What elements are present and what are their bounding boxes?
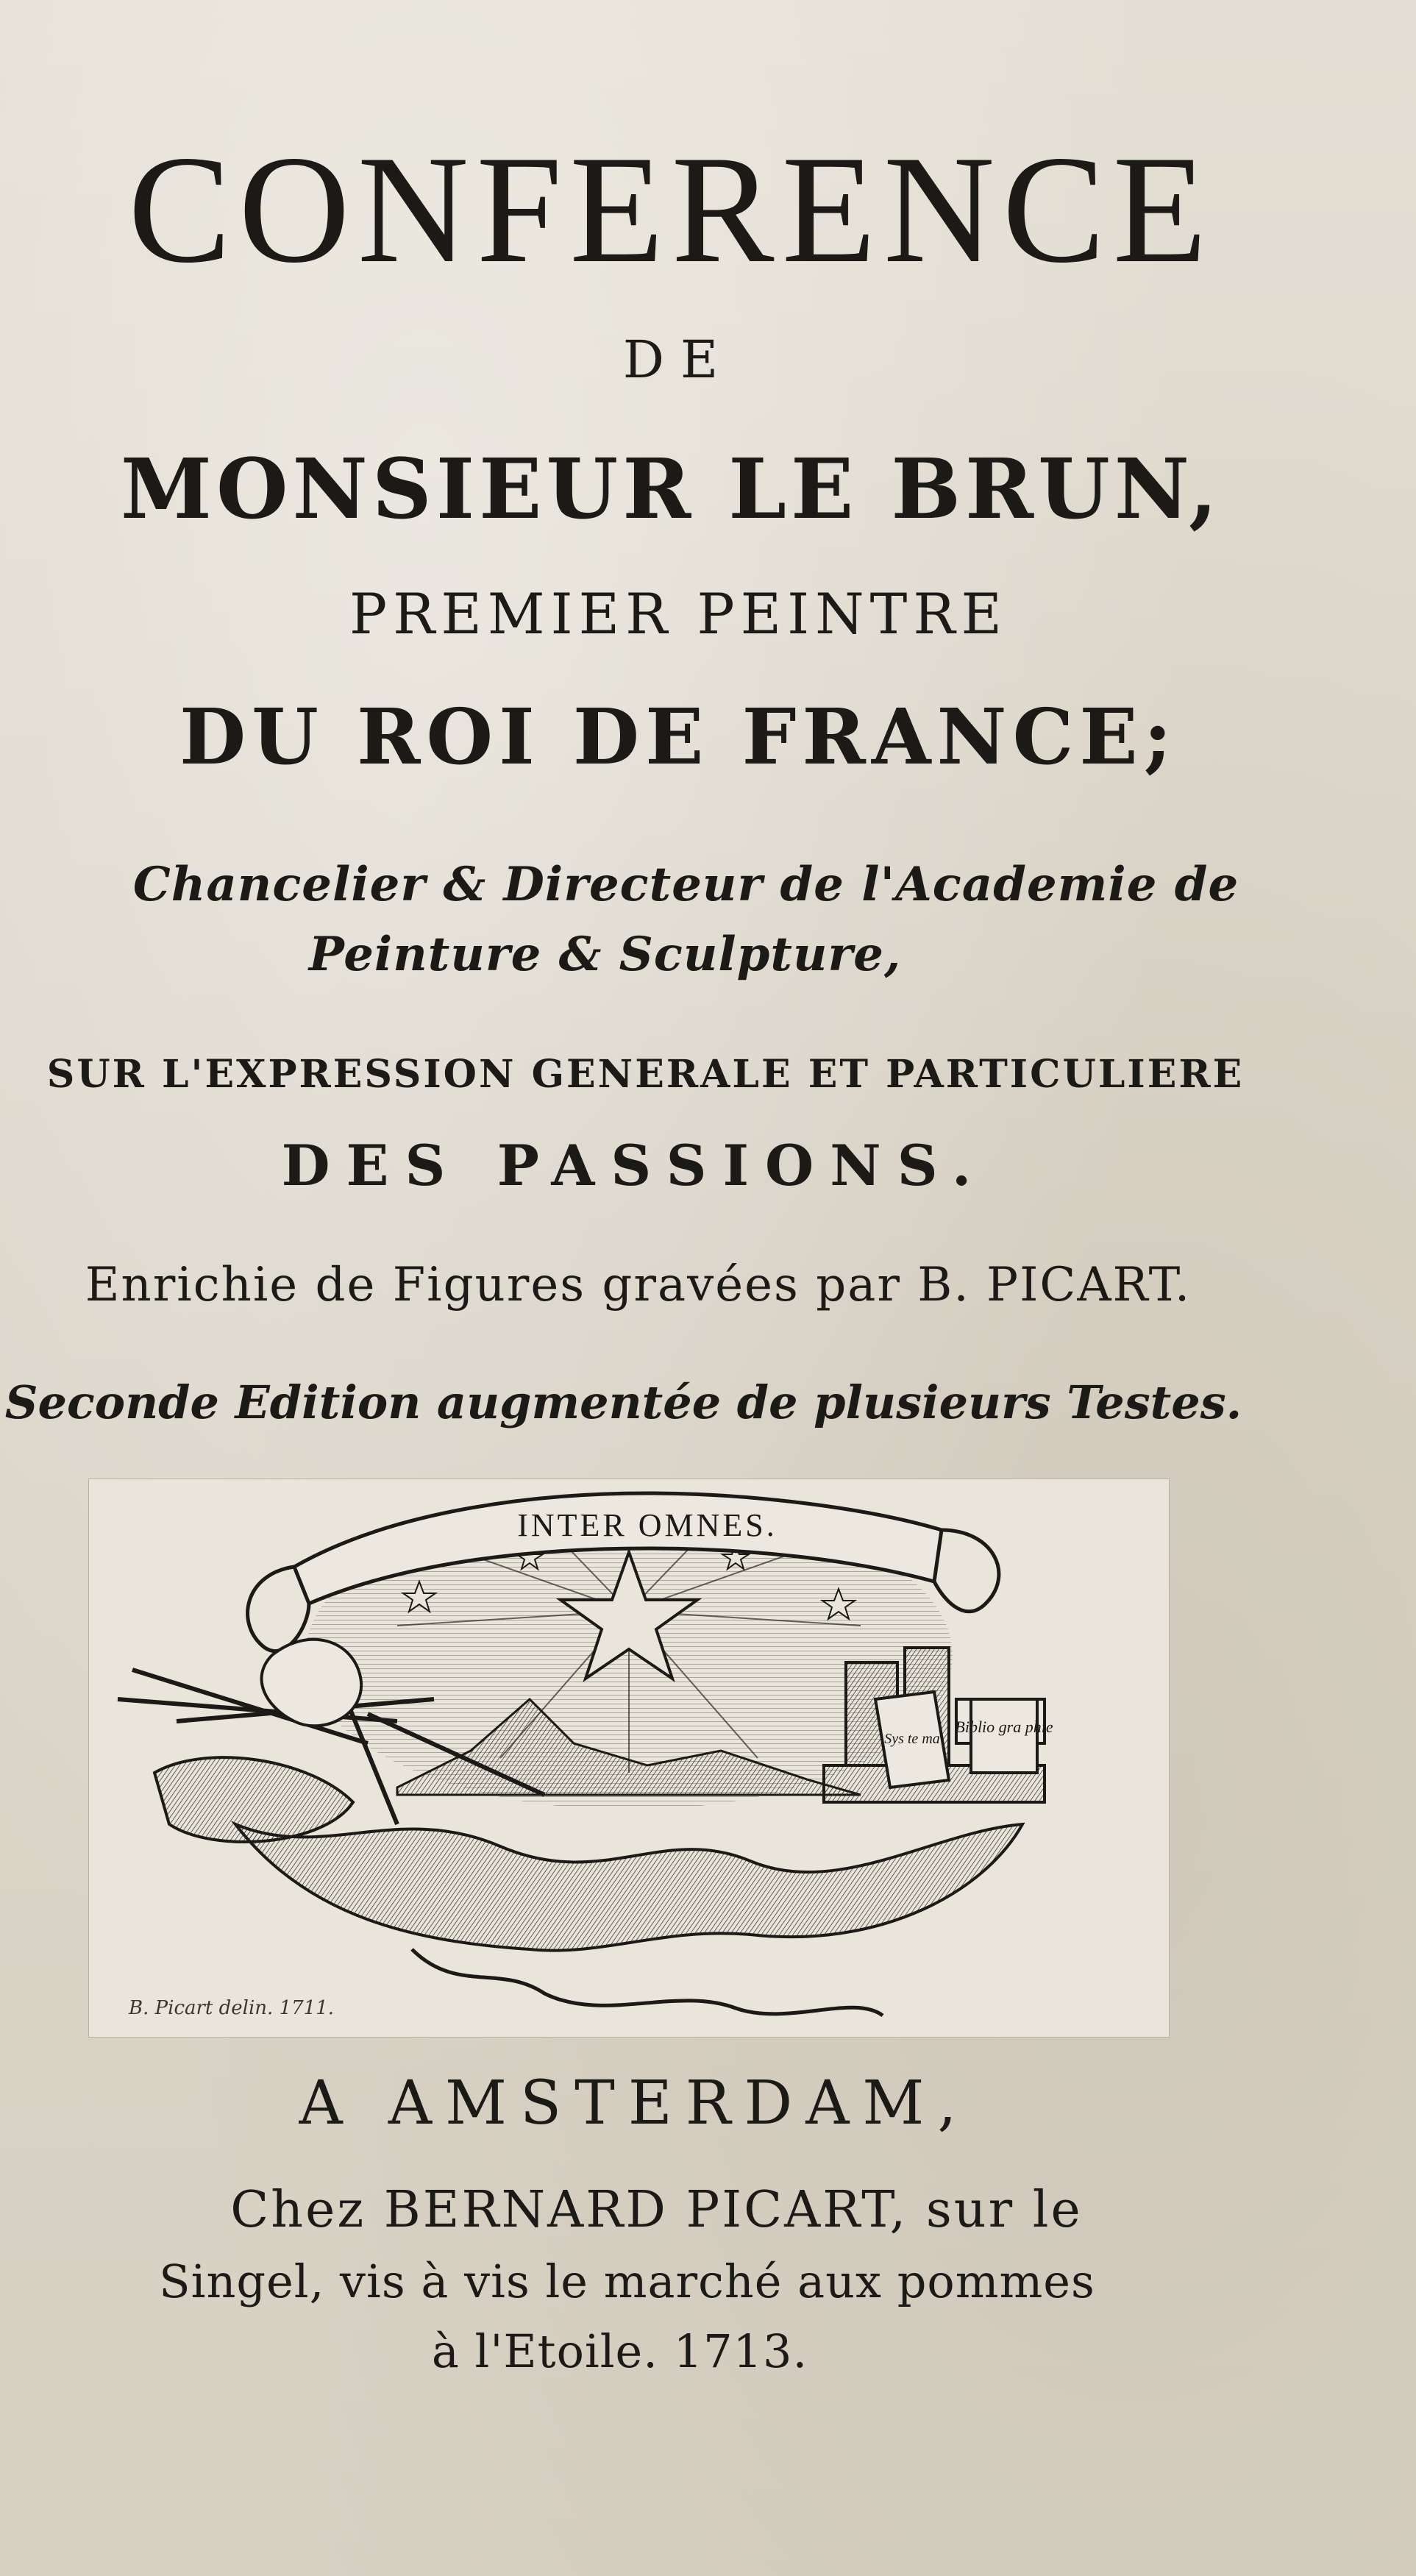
engraved-vignette [88,1479,1170,2038]
author-offices-line1: Chancelier & Directeur de l'Academie de [132,857,1239,912]
title-de: DE [622,330,735,390]
imprint-place: A AMSTERDAM, [299,2068,970,2138]
author-name: MONSIEUR LE BRUN, [120,441,1223,538]
subject-line2: DES PASSIONS. [281,1133,988,1198]
imprint-publisher: Chez BERNARD PICART, sur le [230,2181,1083,2239]
author-role-line2: DU ROI DE FRANCE; [179,691,1178,782]
banner-motto-text: INTER OMNES. [517,1507,778,1543]
edition-note: Seconde Edition augmentée de plusieurs Testes. [4,1376,1242,1429]
imprint-date: à l'Etoile. 1713. [431,2324,808,2378]
imprint-address: Singel, vis à vis le marché aux pommes [159,2255,1095,2308]
book-label-1: Biblio gra phie [955,1718,1053,1736]
book-title: CONFERENCE [128,124,1214,295]
book-label-2: Sys te ma [884,1731,940,1747]
vignette-engraving [88,1479,1170,2038]
author-role-line1: PREMIER PEINTRE [349,581,1008,647]
author-offices-line2: Peinture & Sculpture, [308,927,902,982]
engraver-signature: B. Picart delin. 1711. [129,1997,335,2019]
subject-line1: SUR L'EXPRESSION GENERALE ET PARTICULIERE [46,1052,1245,1097]
illustrations-note: Enrichie de Figures gravées par B. PICART. [85,1258,1192,1312]
